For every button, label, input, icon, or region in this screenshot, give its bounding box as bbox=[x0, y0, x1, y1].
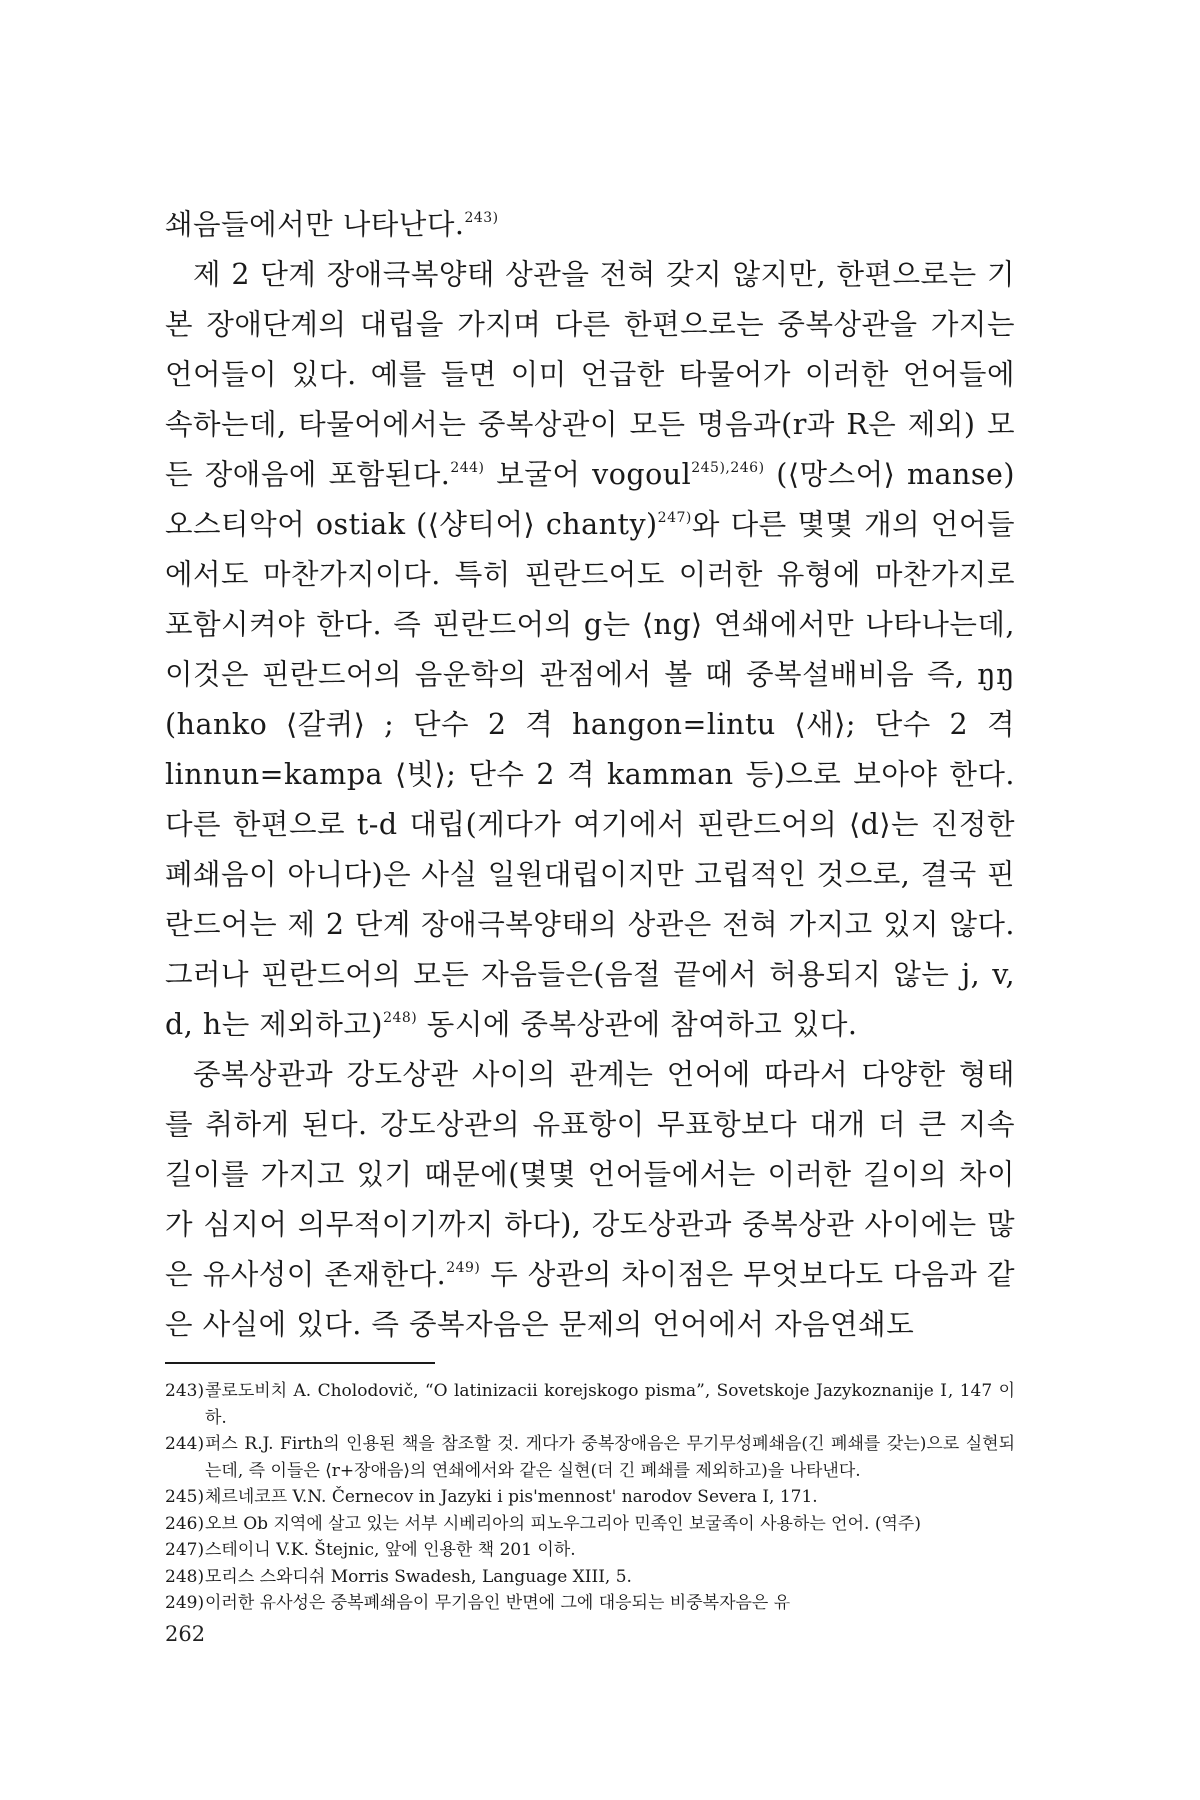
footnote-number: 248) bbox=[165, 1566, 205, 1587]
paragraph bbox=[165, 1050, 1015, 1350]
footnote-number: 247) bbox=[165, 1540, 205, 1560]
footnote bbox=[165, 1511, 1015, 1538]
text-run: 쇄음들에서만 나타난다. bbox=[165, 208, 465, 241]
footnote-separator bbox=[165, 1362, 435, 1364]
footnote bbox=[165, 1590, 1015, 1617]
footnote bbox=[165, 1564, 1015, 1591]
footnote-number: 245) bbox=[165, 1487, 205, 1507]
footnote-marker: 243) bbox=[464, 210, 499, 226]
footnote-text: 모리스 스와디쉬 Morris Swadesh, Language XIII, 5. bbox=[205, 1566, 632, 1587]
footnotes bbox=[165, 1378, 1015, 1617]
footnote-marker: 249) bbox=[446, 1260, 481, 1276]
text-run: 중복상관과 강도상관 사이의 관계는 언어에 따라서 다양한 형태를 취하게 된다. 강도상관의 유표항이 무표항보다 대개 더 큰 지속길이를 가지고 있기 때문에(몇몇 언어들에서는 이러한 길이의 차이가 심지어 의무적이기까지 하다), 강도상관과 중복상관 사이에는 많은 유사성이 존재한다. bbox=[165, 1058, 1015, 1291]
footnote-marker: 245),246) bbox=[691, 460, 765, 476]
footnote bbox=[165, 1431, 1015, 1484]
footnote-marker: 244) bbox=[450, 460, 485, 476]
text-run: (⟨망스어⟩ manse) 오스티악어 ostiak (⟨샹티어⟩ chanty) bbox=[165, 458, 1015, 541]
text-run: 보굴어 vogoul bbox=[484, 458, 692, 491]
footnote-text: 체르네코프 V.N. Černecov in Jazyki i pis'mennost' narodov Severa Ⅰ, 171. bbox=[205, 1487, 818, 1507]
footnote-number: 244) bbox=[165, 1434, 205, 1454]
footnote-text: 이러한 유사성은 중복폐쇄음이 무기음인 반면에 그에 대응되는 비중복자음은 유 bbox=[205, 1593, 791, 1613]
footnote bbox=[165, 1537, 1015, 1564]
text-run: 제 2 단계 장애극복양태 상관을 전혀 갖지 않지만, 한편으로는 기본 장애단계의 대립을 가지며 다른 한편으로는 중복상관을 가지는 언어들이 있다. 예를 들면 이미 언급한 타물어가 이러한 언어들에 속하는데, 타물어에서는 중복상관이 모든 명음과(r과 R은 제외) 모든 장애음에 포함된다. bbox=[165, 258, 1015, 491]
footnote-text: 퍼스 R.J. Firth의 인용된 책을 참조할 것. 게다가 중복장애음은 무기무성폐쇄음(긴 폐쇄를 갖는)으로 실현되는데, 즉 이들은 ⟨r+장애음⟩의 연쇄에서와 같은 실현(더 긴 폐쇄를 제외하고)을 나타낸다. bbox=[205, 1434, 1015, 1481]
paragraph bbox=[165, 250, 1015, 1050]
text-run: 두 상관의 차이점은 무엇보다도 다음과 같은 사실에 있다. 즉 중복자음은 문제의 언어에서 자음연쇄도 bbox=[165, 1258, 1015, 1341]
book-page bbox=[165, 200, 1015, 1617]
text-run: 와 다른 몇몇 개의 언어들에서도 마찬가지이다. 특히 핀란드어도 이러한 유형에 마찬가지로 포함시켜야 한다. 즉 핀란드어의 g는 ⟨ng⟩ 연쇄에서만 나타나는데, 이것은 핀란드어의 음운학의 관점에서 볼 때 중복설배비음 즉, ŋŋ (hanko ⟨갈퀴⟩ ; 단수 2 격 hangon=lintu ⟨새⟩; 단수 2 격 linnun=kampa ⟨빗⟩; 단수 2 격 kamman 등)으로 보아야 한다. 다른 한편으로 t-d 대립(게다가 여기에서 핀란드어의 ⟨d⟩는 진정한 폐쇄음이 아니다)은 사실 일원대립이지만 고립적인 것으로, 결국 핀란드어는 제 2 단계 장애극복양태의 상관은 전혀 가지고 있지 않다. 그러나 핀란드어의 모든 자음들은(음절 끝에서 허용되지 않는 j, v, d, h는 제외하고) bbox=[165, 508, 1015, 1041]
page-number: 262 bbox=[165, 1622, 206, 1646]
footnote-number: 249) bbox=[165, 1593, 205, 1613]
main-text bbox=[165, 200, 1015, 1350]
footnote bbox=[165, 1484, 1015, 1511]
footnote-text: 콜로도비치 A. Cholodovič, “O latinizacii korejskogo pisma”, Sovetskoje Jazykoznanije Ⅰ, 147 이하. bbox=[205, 1381, 1015, 1428]
footnote-number: 243) bbox=[165, 1381, 205, 1401]
footnote-text: 오브 Ob 지역에 살고 있는 서부 시베리아의 피노우그리아 민족인 보굴족이 사용하는 언어. (역주) bbox=[205, 1513, 921, 1534]
footnote-text: 스테이니 V.K. Štejnic, 앞에 인용한 책 201 이하. bbox=[205, 1540, 576, 1560]
paragraph bbox=[165, 200, 1015, 250]
text-run: 동시에 중복상관에 참여하고 있다. bbox=[417, 1008, 858, 1041]
footnote bbox=[165, 1378, 1015, 1431]
footnote-marker: 248) bbox=[383, 1010, 418, 1026]
footnote-marker: 247) bbox=[657, 510, 692, 526]
footnote-number: 246) bbox=[165, 1513, 205, 1534]
